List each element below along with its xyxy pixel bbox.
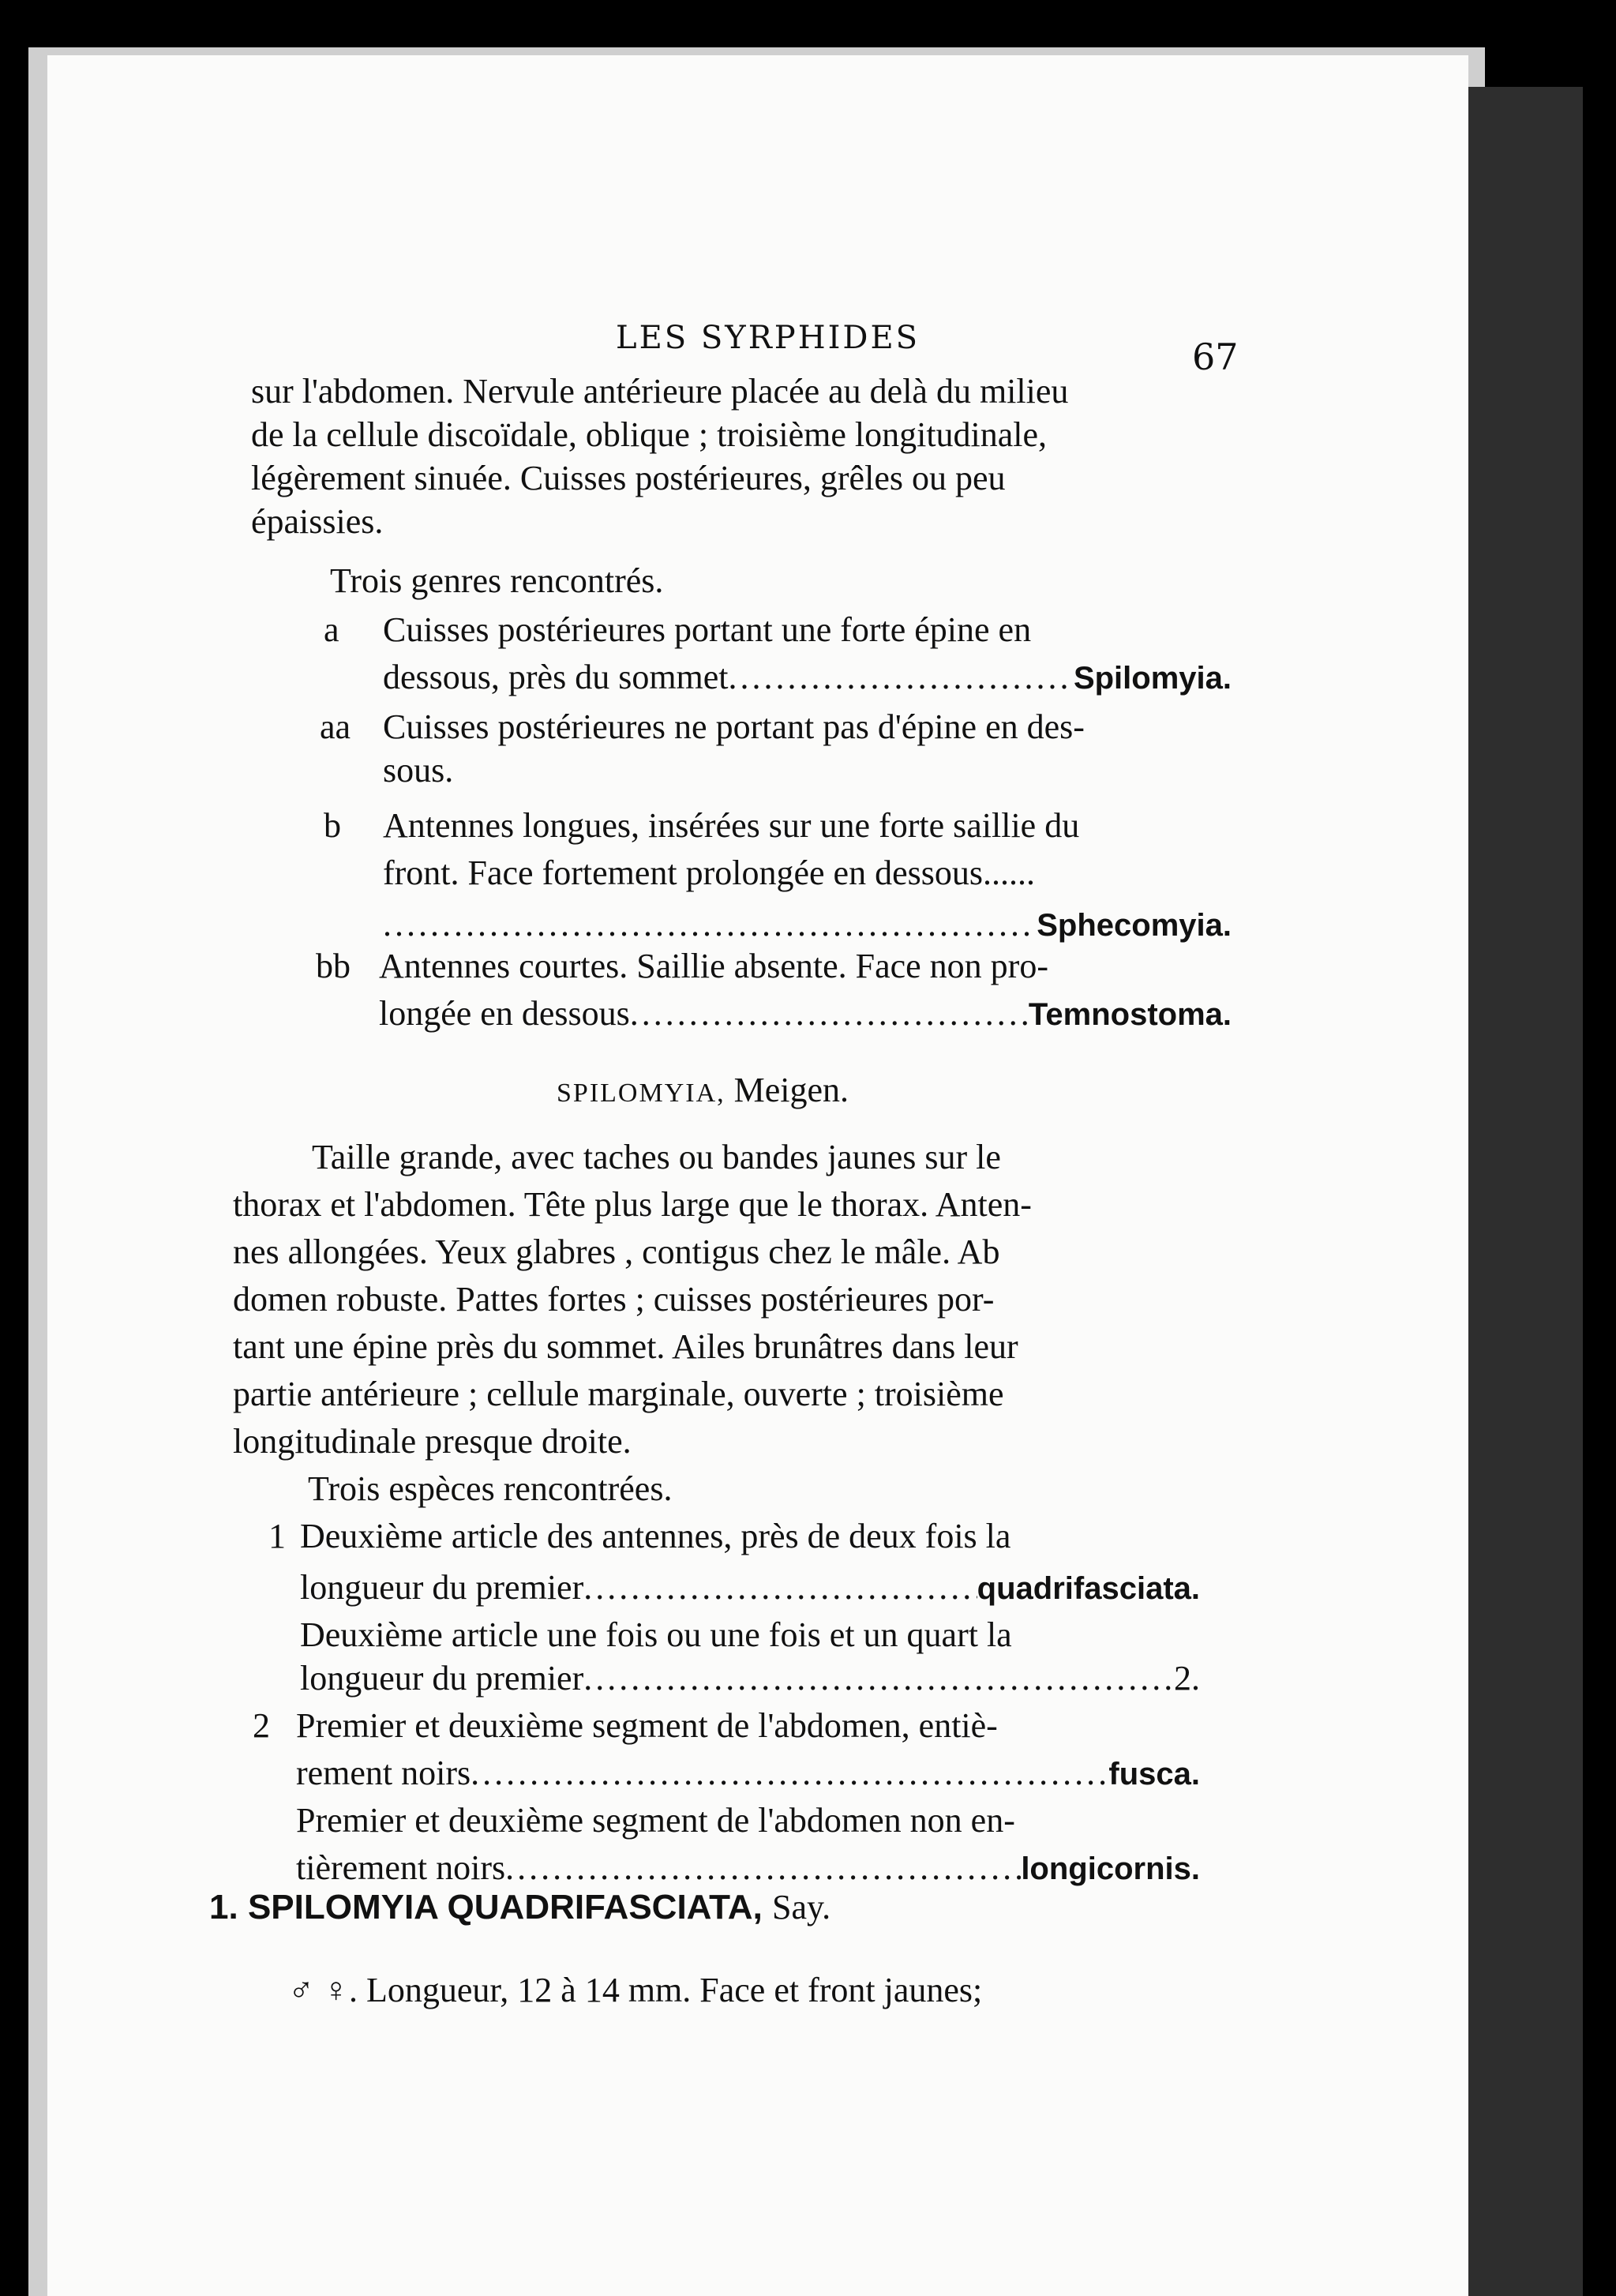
book-binding	[1464, 87, 1583, 2296]
key-line: longée en dessous ..... Temnostoma.	[379, 993, 1232, 1034]
key-line: Premier et deuxième segment de l'abdomen, entiè-	[296, 1706, 998, 1745]
species-name: quadrifasciata.	[977, 1571, 1200, 1606]
key-label: 2	[253, 1706, 270, 1745]
key-line: sous.	[383, 751, 454, 790]
key-target: 2.	[1174, 1659, 1200, 1698]
genus-heading: SPILOMYIA, Meigen.	[557, 1071, 849, 1109]
key-label: a	[324, 610, 339, 649]
description-line: nes allongées. Yeux glabres , contigus chez le mâle. Ab	[233, 1232, 1000, 1271]
genera-intro: Trois genres rencontrés.	[330, 561, 664, 600]
species-intro: Trois espèces rencontrées.	[308, 1469, 673, 1508]
key-label: aa	[320, 707, 351, 746]
key-line	[383, 904, 1232, 944]
description-line: longitudinale presque droite.	[233, 1422, 632, 1461]
description-line: thorax et l'abdomen. Tête plus large que le thorax. Anten-	[233, 1185, 1032, 1224]
key-label: 1	[268, 1517, 286, 1555]
key-label: b	[324, 806, 341, 845]
key-line: longueur du premier ..... 2.	[300, 1658, 1200, 1698]
genus-name: Sphecomyia.	[1037, 908, 1232, 943]
species-description-line: ♂ ♀. Longueur, 12 à 14 mm. Face et front jaunes;	[288, 1971, 983, 2009]
intro-line: sur l'abdomen. Nervule antérieure placée au delà du milieu	[251, 372, 1069, 411]
species-name: longicornis.	[1021, 1851, 1200, 1886]
description-line: Taille grande, avec taches ou bandes jaunes sur le	[312, 1138, 1001, 1176]
key-label: bb	[316, 947, 351, 985]
species-name: fusca.	[1108, 1757, 1200, 1791]
key-line: Premier et deuxième segment de l'abdomen non en-	[296, 1801, 1015, 1840]
key-line: Antennes longues, insérées sur une forte saillie du	[383, 806, 1080, 845]
genus-name: Temnostoma.	[1028, 997, 1232, 1032]
key-line: Cuisses postérieures portant une forte épine en	[383, 610, 1032, 649]
intro-line: épaissies.	[251, 502, 384, 541]
page-number: 67	[1192, 336, 1239, 378]
key-line: tièrement noirs ..... longicornis.	[296, 1848, 1200, 1888]
genus-name: Spilomyia.	[1073, 661, 1232, 696]
key-line: Antennes courtes. Saillie absente. Face non pro-	[379, 947, 1048, 985]
key-line: rement noirs ..... fusca.	[296, 1753, 1200, 1793]
key-line: dessous, près du sommet ..... Spilomyia.	[383, 657, 1232, 697]
description-line: domen robuste. Pattes fortes ; cuisses postérieures por-	[233, 1280, 995, 1319]
running-title: LES SYRPHIDES	[616, 320, 920, 356]
intro-line: légèrement sinuée. Cuisses postérieures, grêles ou peu	[251, 459, 1006, 497]
key-line: Deuxième article une fois ou une fois et un quart la	[300, 1615, 1012, 1654]
description-line: partie antérieure ; cellule marginale, ouverte ; troisième	[233, 1375, 1004, 1413]
key-line: Deuxième article des antennes, près de deux fois la	[300, 1517, 1011, 1555]
key-line: longueur du premier ..... quadrifasciata.	[300, 1567, 1200, 1608]
key-line: Cuisses postérieures ne portant pas d'épine en des-	[383, 707, 1085, 746]
intro-line: de la cellule discoïdale, oblique ; troisième longitudinale,	[251, 415, 1048, 454]
species-heading: 1. SPILOMYIA QUADRIFASCIATA, Say.	[209, 1888, 831, 1926]
key-line: front. Face fortement prolongée en dessous......	[383, 853, 1035, 892]
description-line: tant une épine près du sommet. Ailes brunâtres dans leur	[233, 1327, 1018, 1366]
